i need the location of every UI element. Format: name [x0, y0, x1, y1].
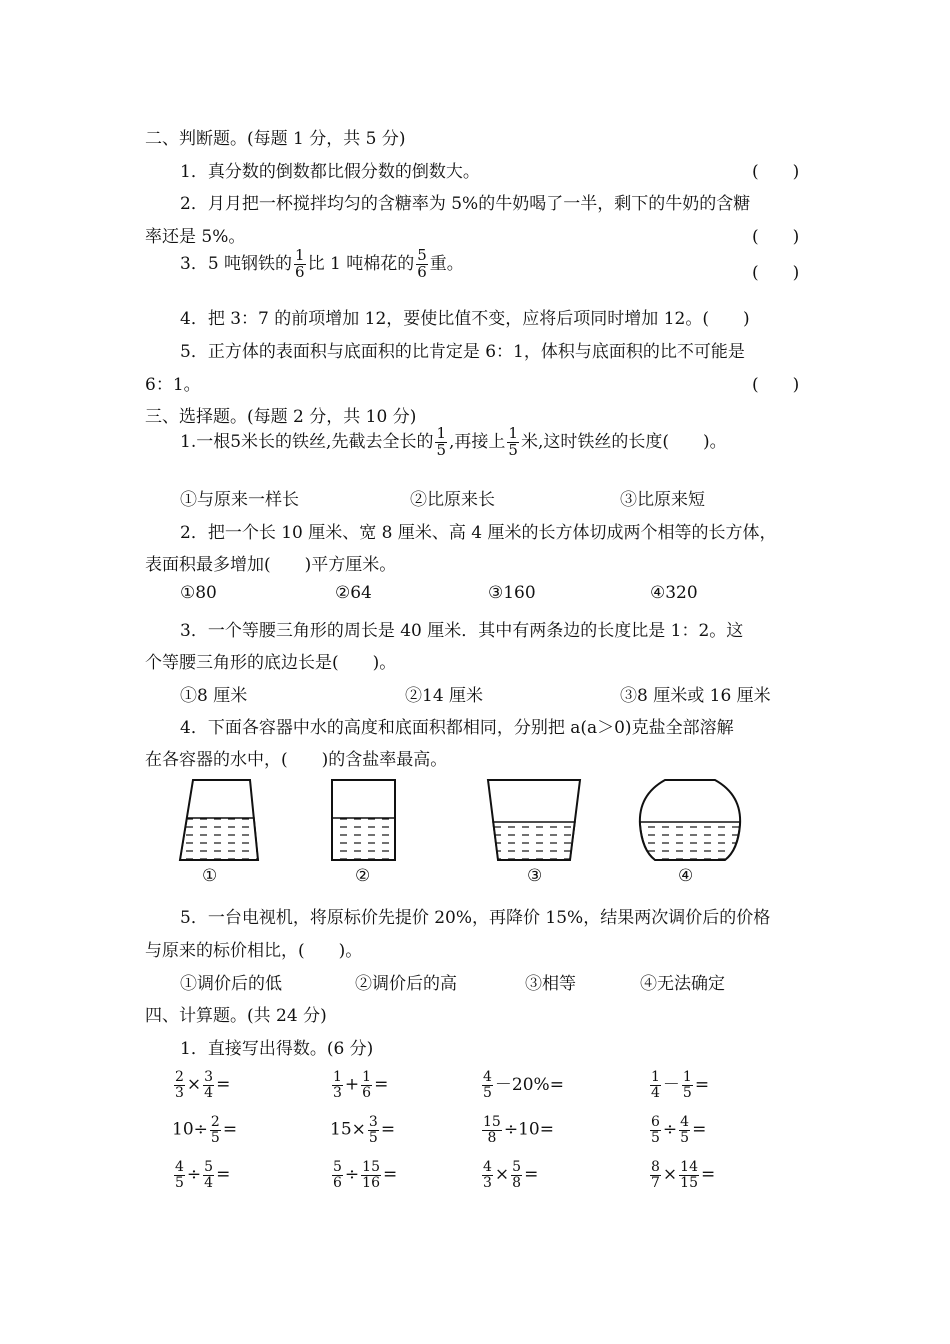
judge-q2-line2: 率还是 5%。: [145, 227, 246, 247]
fraction: $\frac{1}{3}$: [333, 1069, 342, 1101]
judge-q5-line2: 6：1。: [145, 375, 201, 395]
calc-item: [480, 1070, 564, 1101]
choice-q1: [180, 426, 727, 459]
operator: ÷: [186, 1164, 202, 1185]
option-3[interactable]: ③8 厘米或 16 厘米: [620, 686, 771, 706]
option-1[interactable]: ①调价后的低: [180, 974, 282, 994]
fraction: $\frac{1}{6}$: [295, 246, 305, 281]
choice-q1-text: ,再接上: [449, 431, 506, 452]
container-label-4: ④: [678, 866, 694, 886]
choice-q1-text: 1.一根5米长的铁丝,先截去全长的: [180, 431, 434, 452]
choice-q5-line1: 5．一台电视机，将原标价先提价 20%，再降价 15%，结果两次调价后的价格: [180, 908, 771, 928]
option-2[interactable]: ②64: [335, 583, 372, 603]
equals-sign[interactable]: =: [539, 1119, 554, 1140]
equals-sign[interactable]: =: [222, 1119, 238, 1140]
option-1[interactable]: ①与原来一样长: [180, 490, 299, 510]
operator: －: [662, 1075, 680, 1095]
answer-paren[interactable]: ( ): [752, 227, 800, 247]
calc-item: [480, 1115, 554, 1145]
fraction: $\frac{15}{16}$: [362, 1159, 380, 1191]
choice-q5-line2: 与原来的标价相比，( )。: [145, 941, 363, 961]
equals-sign[interactable]: =: [701, 1164, 716, 1185]
whole-number: 15: [330, 1119, 352, 1140]
option-3[interactable]: ③相等: [525, 974, 576, 994]
section-2-title: 二、判断题。(每题 1 分，共 5 分): [145, 129, 406, 149]
option-3[interactable]: ③比原来短: [620, 490, 705, 510]
choice-q1-text: 米,这时铁丝的长度( )。: [520, 431, 727, 452]
option-1[interactable]: ①8 厘米: [180, 686, 248, 706]
fraction: $\frac{4}{3}$: [483, 1159, 492, 1191]
operator: ×: [186, 1074, 202, 1095]
fraction: $\frac{4}{5}$: [680, 1114, 690, 1146]
judge-q3-text: 3．5 吨钢铁的: [180, 253, 293, 274]
calc-item: [330, 1115, 395, 1145]
option-2[interactable]: ②14 厘米: [405, 686, 484, 706]
option-4[interactable]: ④320: [650, 583, 698, 603]
equals-sign[interactable]: =: [549, 1075, 564, 1095]
operator: ÷10: [503, 1119, 540, 1140]
fraction: $\frac{2}{3}$: [175, 1069, 184, 1101]
calc-item: [648, 1115, 706, 1145]
fraction: $\frac{14}{15}$: [680, 1159, 698, 1191]
option-2[interactable]: ②比原来长: [410, 490, 495, 510]
calc-item: [330, 1160, 397, 1190]
calc-item: [648, 1160, 715, 1190]
container-4[interactable]: [640, 780, 740, 860]
calc-item: [330, 1070, 388, 1100]
fraction: $\frac{5}{8}$: [512, 1159, 522, 1191]
judge-q3-text: 重。: [429, 253, 464, 274]
equals-sign[interactable]: =: [383, 1164, 398, 1185]
answer-paren[interactable]: ( ): [752, 162, 800, 182]
judge-q5-line1: 5．正方体的表面积与底面积的比肯定是 6：1，体积与底面积的比不可能是: [180, 342, 745, 362]
fraction: $\frac{1}{4}$: [651, 1069, 660, 1101]
judge-q1: 1．真分数的倒数都比假分数的倒数大。: [180, 162, 480, 182]
fraction: $\frac{5}{6}$: [333, 1159, 342, 1191]
choice-q2-line1: 2．把一个长 10 厘米、宽 8 厘米、高 4 厘米的长方体切成两个相等的长方体，: [180, 523, 777, 543]
equals-sign[interactable]: =: [380, 1119, 396, 1140]
answer-paren[interactable]: ( ): [752, 375, 800, 395]
container-2[interactable]: [332, 780, 395, 860]
judge-q3-text: 比 1 吨棉花的: [307, 253, 415, 274]
fraction: $\frac{5}{6}$: [417, 246, 427, 281]
fraction: $\frac{3}{4}$: [204, 1069, 214, 1101]
calc-item: [480, 1160, 538, 1190]
fraction: $\frac{3}{5}$: [368, 1114, 378, 1146]
calc-item: [172, 1070, 230, 1100]
fraction: $\frac{4}{5}$: [483, 1069, 492, 1101]
equals-sign[interactable]: =: [216, 1164, 231, 1185]
container-1[interactable]: [180, 780, 258, 860]
calc-sub1-title: 1．直接写出得数。(6 分): [180, 1039, 374, 1059]
equals-sign[interactable]: =: [694, 1075, 710, 1095]
section-3-title: 三、选择题。(每题 2 分，共 10 分): [145, 407, 417, 427]
calc-item: [172, 1115, 237, 1145]
fraction: $\frac{8}{7}$: [651, 1159, 660, 1191]
operator: ÷: [193, 1119, 208, 1140]
equals-sign[interactable]: =: [374, 1074, 389, 1095]
choice-q2-line2: 表面积最多增加( )平方厘米。: [145, 555, 397, 575]
fraction: $\frac{5}{4}$: [204, 1159, 214, 1191]
fraction: $\frac{15}{8}$: [483, 1114, 501, 1146]
operator: +: [344, 1074, 360, 1095]
fraction: $\frac{2}{5}$: [210, 1114, 220, 1146]
choice-q4-line2: 在各容器的水中，( )的含盐率最高。: [145, 750, 448, 770]
choice-q3-line2: 个等腰三角形的底边长是( )。: [145, 653, 397, 673]
container-label-1: ①: [202, 866, 218, 886]
fraction: $\frac{1}{5}$: [508, 424, 518, 459]
option-4[interactable]: ④无法确定: [640, 974, 725, 994]
judge-q4: 4．把 3：7 的前项增加 12，要使比值不变，应将后项同时增加 12。( ): [180, 309, 750, 329]
fraction: $\frac{1}{5}$: [682, 1069, 692, 1101]
operator: ÷: [344, 1164, 360, 1185]
judge-q2-line1: 2．月月把一杯搅拌均匀的含糖率为 5%的牛奶喝了一半，剩下的牛奶的含糖: [180, 194, 751, 214]
whole-number: 10: [172, 1119, 194, 1140]
container-3[interactable]: [488, 780, 580, 860]
equals-sign[interactable]: =: [216, 1074, 231, 1095]
fraction: $\frac{4}{5}$: [175, 1159, 184, 1191]
option-2[interactable]: ②调价后的高: [355, 974, 457, 994]
calc-item: [172, 1160, 230, 1190]
operator: ×: [351, 1119, 366, 1140]
choice-q3-line1: 3．一个等腰三角形的周长是 40 厘米．其中有两条边的长度比是 1：2。这: [180, 621, 744, 641]
answer-paren[interactable]: ( ): [752, 263, 800, 283]
operator: ÷: [662, 1119, 678, 1140]
fraction: $\frac{1}{5}$: [436, 424, 446, 459]
containers-figure: [170, 775, 750, 895]
equals-sign[interactable]: =: [524, 1164, 539, 1185]
option-1[interactable]: ①80: [180, 583, 217, 603]
equals-sign[interactable]: =: [692, 1119, 707, 1140]
option-3[interactable]: ③160: [488, 583, 536, 603]
choice-q4-line1: 4．下面各容器中水的高度和底面积都相同，分别把 a(a＞0)克盐全部溶解: [180, 718, 734, 738]
operator: ×: [662, 1164, 678, 1185]
judge-q3: [180, 248, 464, 281]
container-label-2: ②: [355, 866, 371, 886]
container-label-3: ③: [527, 866, 543, 886]
fraction: $\frac{1}{6}$: [362, 1069, 372, 1101]
operator: －20%: [494, 1075, 550, 1095]
operator: ×: [494, 1164, 510, 1185]
calc-item: [648, 1070, 709, 1101]
fraction: $\frac{6}{5}$: [651, 1114, 660, 1146]
section-4-title: 四、计算题。(共 24 分): [145, 1006, 327, 1026]
